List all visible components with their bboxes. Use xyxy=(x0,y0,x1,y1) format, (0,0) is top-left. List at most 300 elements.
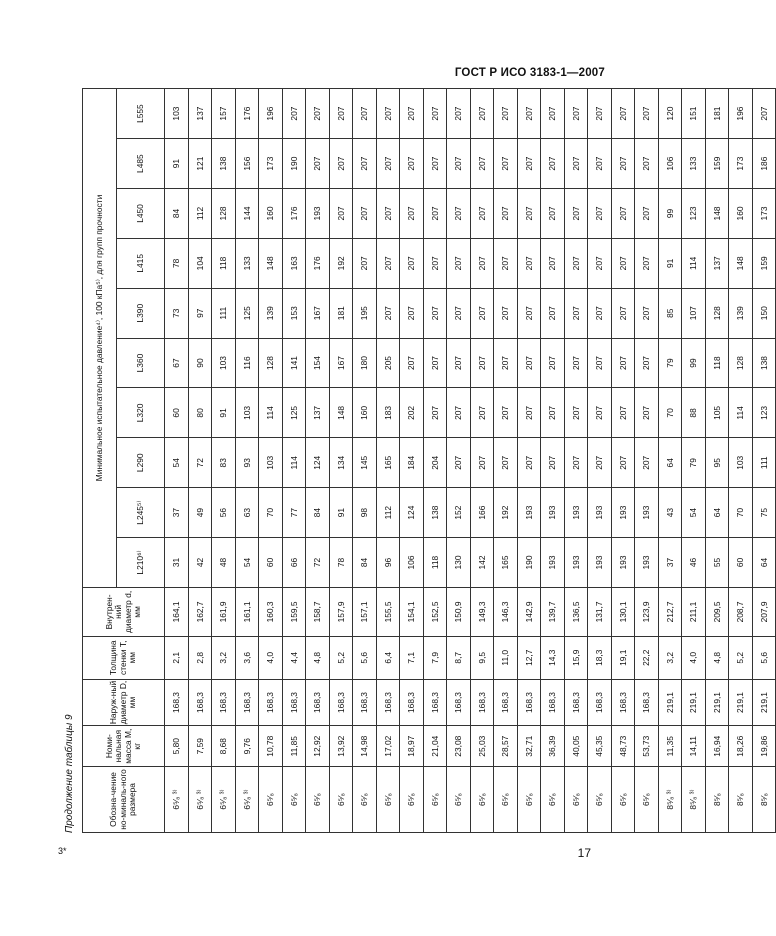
table-row xyxy=(658,89,682,833)
cell-pressure: 193 xyxy=(611,488,635,538)
cell-pressure: 195 xyxy=(353,288,377,338)
cell-pressure: 93 xyxy=(235,438,259,488)
cell-pressure: 207 xyxy=(541,438,565,488)
cell-outer-diameter: 168,3 xyxy=(564,679,588,726)
cell-pressure: 133 xyxy=(682,139,706,189)
cell-mass: 11,35 xyxy=(658,726,682,766)
cell-pressure: 207 xyxy=(329,139,353,189)
cell-pressure: 207 xyxy=(353,189,377,239)
header-inner-diameter: Внутрен-ний диаметр d, мм xyxy=(83,587,165,636)
cell-wall-thickness: 22,2 xyxy=(635,636,659,679)
header-wall-thickness: Толщина стенки T, мм xyxy=(83,636,165,679)
cell-pressure: 207 xyxy=(564,438,588,488)
cell-inner-diameter: 161,1 xyxy=(235,587,259,636)
cell-pressure: 165 xyxy=(376,438,400,488)
cell-inner-diameter: 123,9 xyxy=(635,587,659,636)
cell-mass: 11,85 xyxy=(282,726,306,766)
cell-outer-diameter: 168,3 xyxy=(635,679,659,726)
cell-pressure: 207 xyxy=(564,388,588,438)
cell-pressure: 112 xyxy=(188,189,212,239)
cell-inner-diameter: 131,7 xyxy=(588,587,612,636)
cell-pressure: 207 xyxy=(541,139,565,189)
cell-inner-diameter: 157,9 xyxy=(329,587,353,636)
cell-pressure: 207 xyxy=(376,238,400,288)
cell-pressure: 180 xyxy=(353,338,377,388)
cell-pressure: 124 xyxy=(400,488,424,538)
cell-pressure: 64 xyxy=(752,538,776,588)
cell-pressure: 134 xyxy=(329,438,353,488)
cell-pressure: 137 xyxy=(188,89,212,139)
cell-pressure: 207 xyxy=(588,438,612,488)
cell-wall-thickness: 7,9 xyxy=(423,636,447,679)
cell-pressure: 207 xyxy=(400,89,424,139)
cell-inner-diameter: 212,7 xyxy=(658,587,682,636)
header-grade: L450 xyxy=(117,189,165,239)
cell-inner-diameter: 160,3 xyxy=(259,587,283,636)
cell-pressure: 207 xyxy=(564,338,588,388)
cell-pressure: 114 xyxy=(282,438,306,488)
cell-pressure: 205 xyxy=(376,338,400,388)
cell-wall-thickness: 4,0 xyxy=(259,636,283,679)
header-grade: L390 xyxy=(117,288,165,338)
cell-pressure: 152 xyxy=(447,488,471,538)
cell-mass: 32,71 xyxy=(517,726,541,766)
cell-inner-diameter: 208,7 xyxy=(729,587,753,636)
cell-pressure: 107 xyxy=(682,288,706,338)
table-row xyxy=(588,89,612,833)
cell-pressure: 193 xyxy=(588,538,612,588)
cell-pressure: 79 xyxy=(682,438,706,488)
cell-pressure: 207 xyxy=(423,189,447,239)
table-caption: Продолжение таблицы 9 xyxy=(64,714,75,833)
cell-designation: 8⁵⁄₈ xyxy=(705,766,729,832)
cell-pressure: 207 xyxy=(611,338,635,388)
cell-inner-diameter: 159,5 xyxy=(282,587,306,636)
cell-pressure: 207 xyxy=(400,238,424,288)
cell-pressure: 190 xyxy=(282,139,306,189)
cell-pressure: 193 xyxy=(564,488,588,538)
table-row xyxy=(259,89,283,833)
cell-pressure: 196 xyxy=(729,89,753,139)
table-row xyxy=(212,89,236,833)
cell-mass: 23,08 xyxy=(447,726,471,766)
cell-pressure: 83 xyxy=(212,438,236,488)
cell-pressure: 193 xyxy=(611,538,635,588)
cell-mass: 10,78 xyxy=(259,726,283,766)
cell-pressure: 207 xyxy=(541,288,565,338)
header-grade: L360 xyxy=(117,338,165,388)
cell-pressure: 99 xyxy=(682,338,706,388)
cell-pressure: 42 xyxy=(188,538,212,588)
cell-pressure: 157 xyxy=(212,89,236,139)
header-grade: L290 xyxy=(117,438,165,488)
cell-pressure: 207 xyxy=(611,388,635,438)
cell-inner-diameter: 211,1 xyxy=(682,587,706,636)
cell-mass: 16,94 xyxy=(705,726,729,766)
cell-outer-diameter: 168,3 xyxy=(235,679,259,726)
cell-mass: 48,73 xyxy=(611,726,635,766)
cell-pressure: 193 xyxy=(635,488,659,538)
cell-wall-thickness: 3,6 xyxy=(235,636,259,679)
cell-pressure: 196 xyxy=(259,89,283,139)
cell-pressure: 55 xyxy=(705,538,729,588)
cell-pressure: 207 xyxy=(588,139,612,189)
cell-pressure: 207 xyxy=(517,189,541,239)
cell-designation: 6⁵⁄₈ xyxy=(635,766,659,832)
cell-wall-thickness: 19,1 xyxy=(611,636,635,679)
cell-outer-diameter: 168,3 xyxy=(447,679,471,726)
cell-pressure: 70 xyxy=(259,488,283,538)
cell-designation: 8⁵⁄₈ ³⁾ xyxy=(658,766,682,832)
cell-pressure: 37 xyxy=(165,488,189,538)
cell-pressure: 176 xyxy=(235,89,259,139)
cell-pressure: 207 xyxy=(611,288,635,338)
cell-designation: 6⁵⁄₈ xyxy=(517,766,541,832)
cell-pressure: 148 xyxy=(729,238,753,288)
cell-inner-diameter: 155,5 xyxy=(376,587,400,636)
page-number: 17 xyxy=(577,846,591,860)
cell-pressure: 207 xyxy=(541,238,565,288)
header-grade: L415 xyxy=(117,238,165,288)
cell-pressure: 128 xyxy=(729,338,753,388)
cell-pressure: 60 xyxy=(259,538,283,588)
cell-wall-thickness: 15,9 xyxy=(564,636,588,679)
cell-mass: 13,92 xyxy=(329,726,353,766)
cell-mass: 9,76 xyxy=(235,726,259,766)
cell-outer-diameter: 168,3 xyxy=(282,679,306,726)
cell-wall-thickness: 5,6 xyxy=(752,636,776,679)
cell-pressure: 207 xyxy=(447,388,471,438)
cell-pressure: 183 xyxy=(376,388,400,438)
header-outer-diameter: Наруж-ный диаметр D, мм xyxy=(83,679,165,726)
cell-pressure: 139 xyxy=(259,288,283,338)
table-row xyxy=(541,89,565,833)
cell-mass: 28,57 xyxy=(494,726,518,766)
cell-pressure: 207 xyxy=(447,438,471,488)
cell-pressure: 207 xyxy=(353,89,377,139)
cell-outer-diameter: 168,3 xyxy=(494,679,518,726)
cell-pressure: 160 xyxy=(729,189,753,239)
header-pressure-group: Минимальное испытательное давление⁴⁾, 100 кПа⁵⁾, для групп прочности xyxy=(83,89,117,588)
cell-pressure: 96 xyxy=(376,538,400,588)
cell-pressure: 123 xyxy=(682,189,706,239)
pressure-table xyxy=(82,88,776,833)
cell-pressure: 84 xyxy=(306,488,330,538)
cell-pressure: 78 xyxy=(329,538,353,588)
cell-pressure: 60 xyxy=(165,388,189,438)
table-row xyxy=(752,89,776,833)
cell-pressure: 125 xyxy=(235,288,259,338)
cell-pressure: 91 xyxy=(329,488,353,538)
cell-pressure: 142 xyxy=(470,538,494,588)
cell-outer-diameter: 168,3 xyxy=(541,679,565,726)
cell-pressure: 128 xyxy=(212,189,236,239)
cell-outer-diameter: 168,3 xyxy=(376,679,400,726)
cell-pressure: 88 xyxy=(682,388,706,438)
cell-pressure: 207 xyxy=(494,288,518,338)
cell-pressure: 193 xyxy=(306,189,330,239)
cell-mass: 18,26 xyxy=(729,726,753,766)
cell-pressure: 165 xyxy=(494,538,518,588)
cell-pressure: 207 xyxy=(564,288,588,338)
header-grade: L245⁵⁾ xyxy=(117,488,165,538)
cell-pressure: 176 xyxy=(282,189,306,239)
cell-pressure: 156 xyxy=(235,139,259,189)
cell-pressure: 192 xyxy=(494,488,518,538)
cell-pressure: 49 xyxy=(188,488,212,538)
cell-wall-thickness: 11,0 xyxy=(494,636,518,679)
cell-pressure: 193 xyxy=(564,538,588,588)
cell-pressure: 207 xyxy=(564,139,588,189)
cell-pressure: 138 xyxy=(752,338,776,388)
table-row xyxy=(494,89,518,833)
cell-pressure: 207 xyxy=(423,388,447,438)
cell-pressure: 114 xyxy=(259,388,283,438)
cell-pressure: 207 xyxy=(376,139,400,189)
cell-pressure: 64 xyxy=(658,438,682,488)
cell-pressure: 123 xyxy=(752,388,776,438)
cell-wall-thickness: 2,1 xyxy=(165,636,189,679)
cell-pressure: 173 xyxy=(259,139,283,189)
cell-pressure: 207 xyxy=(423,89,447,139)
cell-pressure: 75 xyxy=(752,488,776,538)
cell-pressure: 207 xyxy=(588,388,612,438)
cell-pressure: 98 xyxy=(353,488,377,538)
cell-pressure: 91 xyxy=(658,238,682,288)
cell-pressure: 207 xyxy=(494,338,518,388)
cell-pressure: 186 xyxy=(752,139,776,189)
cell-pressure: 207 xyxy=(611,438,635,488)
cell-inner-diameter: 149,3 xyxy=(470,587,494,636)
cell-pressure: 207 xyxy=(541,189,565,239)
cell-mass: 7,59 xyxy=(188,726,212,766)
cell-outer-diameter: 168,3 xyxy=(306,679,330,726)
cell-designation: 8⁵⁄₈ ³⁾ xyxy=(682,766,706,832)
cell-pressure: 207 xyxy=(306,139,330,189)
cell-inner-diameter: 130,1 xyxy=(611,587,635,636)
cell-pressure: 67 xyxy=(165,338,189,388)
cell-pressure: 207 xyxy=(423,288,447,338)
cell-pressure: 202 xyxy=(400,388,424,438)
cell-pressure: 207 xyxy=(588,238,612,288)
cell-pressure: 193 xyxy=(635,538,659,588)
cell-pressure: 114 xyxy=(729,388,753,438)
cell-inner-diameter: 209,5 xyxy=(705,587,729,636)
cell-pressure: 118 xyxy=(423,538,447,588)
cell-mass: 19,86 xyxy=(752,726,776,766)
header-grade: L485 xyxy=(117,139,165,189)
cell-pressure: 48 xyxy=(212,538,236,588)
cell-wall-thickness: 18,3 xyxy=(588,636,612,679)
cell-pressure: 207 xyxy=(611,189,635,239)
cell-inner-diameter: 157,1 xyxy=(353,587,377,636)
header-grade: L210⁶⁾ xyxy=(117,538,165,588)
cell-pressure: 207 xyxy=(541,89,565,139)
cell-pressure: 173 xyxy=(752,189,776,239)
cell-pressure: 72 xyxy=(306,538,330,588)
cell-pressure: 160 xyxy=(259,189,283,239)
cell-outer-diameter: 168,3 xyxy=(470,679,494,726)
table-row xyxy=(611,89,635,833)
cell-mass: 8,68 xyxy=(212,726,236,766)
cell-designation: 6⁵⁄₈ ³⁾ xyxy=(165,766,189,832)
cell-pressure: 70 xyxy=(658,388,682,438)
cell-pressure: 63 xyxy=(235,488,259,538)
cell-mass: 5,80 xyxy=(165,726,189,766)
cell-pressure: 207 xyxy=(611,238,635,288)
cell-pressure: 207 xyxy=(635,438,659,488)
cell-pressure: 138 xyxy=(212,139,236,189)
cell-pressure: 91 xyxy=(165,139,189,189)
cell-pressure: 133 xyxy=(235,238,259,288)
cell-pressure: 207 xyxy=(470,288,494,338)
cell-designation: 6⁵⁄₈ xyxy=(564,766,588,832)
cell-pressure: 207 xyxy=(470,438,494,488)
cell-pressure: 99 xyxy=(658,189,682,239)
cell-pressure: 207 xyxy=(494,139,518,189)
cell-pressure: 207 xyxy=(423,338,447,388)
cell-pressure: 207 xyxy=(611,89,635,139)
cell-pressure: 207 xyxy=(494,438,518,488)
cell-designation: 6⁵⁄₈ xyxy=(423,766,447,832)
table-row xyxy=(400,89,424,833)
cell-outer-diameter: 168,3 xyxy=(165,679,189,726)
table-row xyxy=(470,89,494,833)
cell-pressure: 207 xyxy=(376,288,400,338)
cell-mass: 40,05 xyxy=(564,726,588,766)
cell-pressure: 207 xyxy=(376,189,400,239)
cell-pressure: 207 xyxy=(517,288,541,338)
table-row xyxy=(306,89,330,833)
cell-pressure: 97 xyxy=(188,288,212,338)
cell-pressure: 78 xyxy=(165,238,189,288)
cell-pressure: 207 xyxy=(494,238,518,288)
cell-wall-thickness: 12,7 xyxy=(517,636,541,679)
cell-pressure: 103 xyxy=(259,438,283,488)
cell-pressure: 207 xyxy=(588,189,612,239)
cell-designation: 6⁵⁄₈ xyxy=(306,766,330,832)
cell-mass: 17,02 xyxy=(376,726,400,766)
cell-pressure: 207 xyxy=(400,288,424,338)
cell-outer-diameter: 168,3 xyxy=(212,679,236,726)
cell-designation: 6⁵⁄₈ ³⁾ xyxy=(212,766,236,832)
cell-pressure: 144 xyxy=(235,189,259,239)
cell-wall-thickness: 9,5 xyxy=(470,636,494,679)
cell-inner-diameter: 154,1 xyxy=(400,587,424,636)
cell-pressure: 207 xyxy=(329,189,353,239)
cell-pressure: 54 xyxy=(165,438,189,488)
cell-pressure: 207 xyxy=(470,89,494,139)
cell-pressure: 207 xyxy=(517,438,541,488)
cell-pressure: 106 xyxy=(400,538,424,588)
cell-pressure: 111 xyxy=(212,288,236,338)
cell-outer-diameter: 168,3 xyxy=(588,679,612,726)
cell-pressure: 181 xyxy=(705,89,729,139)
cell-pressure: 103 xyxy=(235,388,259,438)
cell-inner-diameter: 136,5 xyxy=(564,587,588,636)
cell-pressure: 207 xyxy=(400,189,424,239)
cell-pressure: 118 xyxy=(705,338,729,388)
cell-pressure: 207 xyxy=(470,189,494,239)
cell-pressure: 128 xyxy=(259,338,283,388)
cell-wall-thickness: 5,2 xyxy=(329,636,353,679)
cell-pressure: 207 xyxy=(564,89,588,139)
cell-pressure: 176 xyxy=(306,238,330,288)
sheet-mark: 3* xyxy=(58,846,67,856)
cell-wall-thickness: 14,3 xyxy=(541,636,565,679)
cell-pressure: 207 xyxy=(470,338,494,388)
cell-pressure: 207 xyxy=(494,189,518,239)
cell-designation: 6⁵⁄₈ xyxy=(329,766,353,832)
cell-mass: 18,97 xyxy=(400,726,424,766)
cell-pressure: 90 xyxy=(188,338,212,388)
header-grade: L320 xyxy=(117,388,165,438)
cell-inner-diameter: 150,9 xyxy=(447,587,471,636)
cell-outer-diameter: 219,1 xyxy=(658,679,682,726)
cell-designation: 6⁵⁄₈ xyxy=(447,766,471,832)
cell-pressure: 151 xyxy=(682,89,706,139)
cell-pressure: 207 xyxy=(611,139,635,189)
cell-pressure: 153 xyxy=(282,288,306,338)
cell-outer-diameter: 219,1 xyxy=(682,679,706,726)
cell-pressure: 207 xyxy=(400,338,424,388)
cell-inner-diameter: 161,9 xyxy=(212,587,236,636)
cell-pressure: 207 xyxy=(447,89,471,139)
cell-pressure: 190 xyxy=(517,538,541,588)
cell-pressure: 207 xyxy=(353,238,377,288)
cell-mass: 53,73 xyxy=(635,726,659,766)
cell-pressure: 105 xyxy=(705,388,729,438)
cell-pressure: 118 xyxy=(212,238,236,288)
table-row xyxy=(729,89,753,833)
cell-inner-diameter: 146,3 xyxy=(494,587,518,636)
cell-pressure: 56 xyxy=(212,488,236,538)
cell-pressure: 54 xyxy=(682,488,706,538)
cell-outer-diameter: 168,3 xyxy=(259,679,283,726)
cell-wall-thickness: 5,2 xyxy=(729,636,753,679)
header-grade: L555 xyxy=(117,89,165,139)
cell-wall-thickness: 4,8 xyxy=(705,636,729,679)
cell-pressure: 166 xyxy=(470,488,494,538)
cell-pressure: 70 xyxy=(729,488,753,538)
cell-pressure: 207 xyxy=(635,338,659,388)
cell-mass: 14,98 xyxy=(353,726,377,766)
cell-pressure: 112 xyxy=(376,488,400,538)
cell-pressure: 207 xyxy=(564,189,588,239)
cell-pressure: 130 xyxy=(447,538,471,588)
cell-mass: 21,04 xyxy=(423,726,447,766)
cell-pressure: 193 xyxy=(588,488,612,538)
cell-pressure: 207 xyxy=(447,338,471,388)
cell-pressure: 150 xyxy=(752,288,776,338)
cell-pressure: 159 xyxy=(752,238,776,288)
cell-inner-diameter: 139,7 xyxy=(541,587,565,636)
cell-pressure: 139 xyxy=(729,288,753,338)
cell-pressure: 204 xyxy=(423,438,447,488)
header-mass: Номи-нальная масса M, кг xyxy=(83,726,165,766)
cell-designation: 6⁵⁄₈ xyxy=(611,766,635,832)
cell-pressure: 73 xyxy=(165,288,189,338)
cell-pressure: 207 xyxy=(517,388,541,438)
cell-inner-diameter: 207,9 xyxy=(752,587,776,636)
cell-inner-diameter: 158,7 xyxy=(306,587,330,636)
cell-pressure: 85 xyxy=(658,288,682,338)
cell-pressure: 103 xyxy=(165,89,189,139)
cell-designation: 6⁵⁄₈ xyxy=(282,766,306,832)
cell-mass: 45,35 xyxy=(588,726,612,766)
cell-pressure: 207 xyxy=(752,89,776,139)
cell-mass: 25,03 xyxy=(470,726,494,766)
